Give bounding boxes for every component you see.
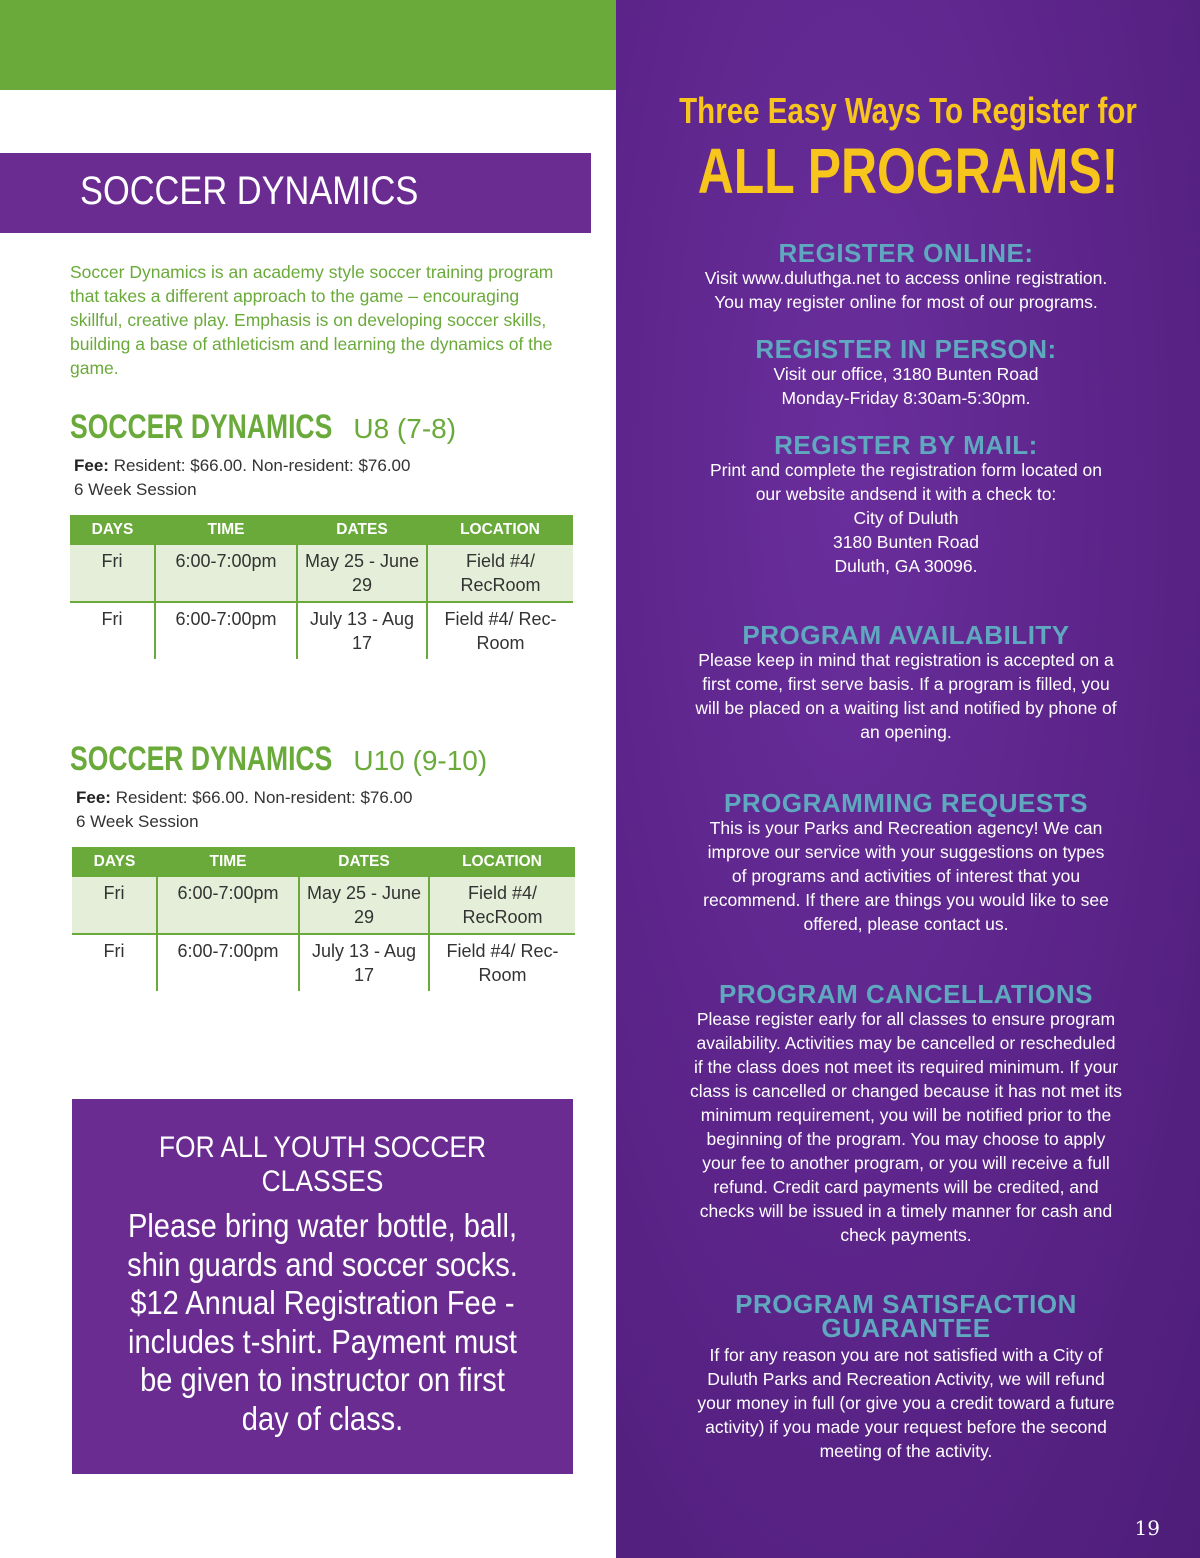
section-heading: PROGRAM SATISFACTION GUARANTEE (735, 1289, 1077, 1343)
schedule-table-u8 (70, 515, 573, 659)
panel-title-line1: Three Easy Ways To Register for (679, 90, 1137, 131)
panel-title-line2: ALL PROGRAMS! (697, 135, 1119, 207)
note-heading: FOR ALL YOUTH SOCCER CLASSES (158, 1131, 487, 1198)
program-availability-section (666, 622, 1146, 744)
programming-requests-section (666, 790, 1146, 936)
cell-time: 6:00-7:00pm (157, 877, 299, 934)
header-days: DAYS (70, 515, 155, 545)
cell-time: 6:00-7:00pm (155, 545, 297, 602)
section-title-u8 (70, 408, 456, 447)
program-cancellations-section (666, 981, 1146, 1247)
section-age: U10 (9-10) (353, 745, 488, 776)
fee-label: Fee: (76, 788, 111, 807)
youth-soccer-note-box (72, 1099, 573, 1474)
section-heading: PROGRAM CANCELLATIONS (718, 979, 1093, 1009)
cell-dates: May 25 - June 29 (297, 545, 427, 602)
section-name: SOCCER DYNAMICS (70, 740, 333, 778)
satisfaction-guarantee-section (726, 1289, 1086, 1343)
table-header-row (70, 515, 573, 545)
satisfaction-guarantee-text-block (666, 1343, 1146, 1463)
section-text: Please register early for all classes to ensure program availability. Activities may be cancelled or rescheduled if the class does not meet its required minimum. If your class is cancelled or changed because it has not met its minimum requirement, you will be notified prior to the beginning of the program. You may choose to apply your fee to another program, or you will receive a full refund. Credit card payments will be credited, and checks will be issued in a timely manner for cash and check payments. (690, 1009, 1122, 1245)
header-time: TIME (157, 847, 299, 877)
section-heading: PROGRAM AVAILABILITY (742, 620, 1070, 650)
cell-location: Field #4/ Rec-Room (427, 602, 573, 659)
table-row (70, 602, 573, 659)
session-length: 6 Week Session (76, 812, 199, 831)
section-heading: REGISTER ONLINE: (778, 238, 1034, 268)
section-text: Visit www.duluthga.net to access online registration. You may register online for most of our programs. (704, 268, 1108, 312)
section-title-u10 (70, 740, 487, 779)
section-text: Visit our office, 3180 Bunten Road Monday-Friday 8:30am-5:30pm. (773, 364, 1039, 408)
section-heading: PROGRAMMING REQUESTS (724, 788, 1088, 818)
session-length: 6 Week Session (74, 480, 197, 499)
table-row (72, 877, 575, 934)
section-text: Print and complete the registration form located on our website andsend it with a check to: City of Duluth 3180 Bunten Road Duluth, GA 30096. (709, 460, 1102, 576)
register-in-person-section (666, 336, 1146, 410)
cell-location: Field #4/ RecRoom (429, 877, 575, 934)
table-row (72, 934, 575, 991)
cell-dates: July 13 - Aug 17 (299, 934, 429, 991)
fee-info-u8 (74, 454, 410, 502)
registration-panel (616, 0, 1200, 1558)
section-age: U8 (7-8) (353, 413, 457, 444)
cell-dates: May 25 - June 29 (299, 877, 429, 934)
cell-dates: July 13 - Aug 17 (297, 602, 427, 659)
fee-label: Fee: (74, 456, 109, 475)
fee-text: Resident: $66.00. Non-resident: $76.00 (110, 788, 413, 807)
header-days: DAYS (72, 847, 157, 877)
header-time: TIME (155, 515, 297, 545)
cell-time: 6:00-7:00pm (157, 934, 299, 991)
page-number: 19 (1134, 1516, 1160, 1540)
page-title-bar (0, 153, 591, 233)
register-online-section (666, 240, 1146, 314)
note-body: Please bring water bottle, ball, shin guards and soccer socks. $12 Annual Registration Fee - includes t-shirt. Payment must be given to instructor on first day of class. (127, 1207, 518, 1437)
top-green-strip (0, 0, 616, 90)
schedule-table-u10 (72, 847, 575, 991)
fee-info-u10 (76, 786, 412, 834)
table-header-row (72, 847, 575, 877)
header-dates: DATES (299, 847, 429, 877)
cell-day: Fri (101, 609, 123, 629)
table-row (70, 545, 573, 602)
section-heading: REGISTER BY MAIL: (774, 430, 1038, 460)
section-text: Please keep in mind that registration is accepted on a first come, first serve basis. If a program is filled, you will be placed on a waiting list and notified by phone of an opening. (695, 650, 1117, 742)
program-intro: Soccer Dynamics is an academy style soccer training program that takes a different approach to the game – encouraging skillful, creative play. Emphasis is on developing soccer skills, building a base of athleticism and learning the dynamics of the game. (70, 262, 554, 378)
cell-time: 6:00-7:00pm (155, 602, 297, 659)
section-heading: REGISTER IN PERSON: (755, 334, 1057, 364)
cell-location: Field #4/ RecRoom (427, 545, 573, 602)
header-dates: DATES (297, 515, 427, 545)
cell-day: Fri (72, 877, 157, 934)
section-text: If for any reason you are not satisfied with a City of Duluth Parks and Recreation Activity, we will refund your money in full (or give you a credit toward a future activity) if you made your request before the second meeting of the activity. (697, 1345, 1115, 1461)
section-text: This is your Parks and Recreation agency! We can improve our service with your suggestions on types of programs and activities of interest that you recommend. If there are things you would like to see offered, please contact us. (703, 818, 1109, 934)
section-name: SOCCER DYNAMICS (70, 408, 333, 446)
cell-day: Fri (70, 545, 155, 602)
fee-text: Resident: $66.00. Non-resident: $76.00 (108, 456, 411, 475)
register-by-mail-section (666, 432, 1146, 578)
header-location: LOCATION (427, 515, 573, 545)
cell-day: Fri (103, 941, 125, 961)
header-location: LOCATION (429, 847, 575, 877)
cell-location: Field #4/ Rec-Room (429, 934, 575, 991)
page-title: SOCCER DYNAMICS (80, 169, 419, 213)
